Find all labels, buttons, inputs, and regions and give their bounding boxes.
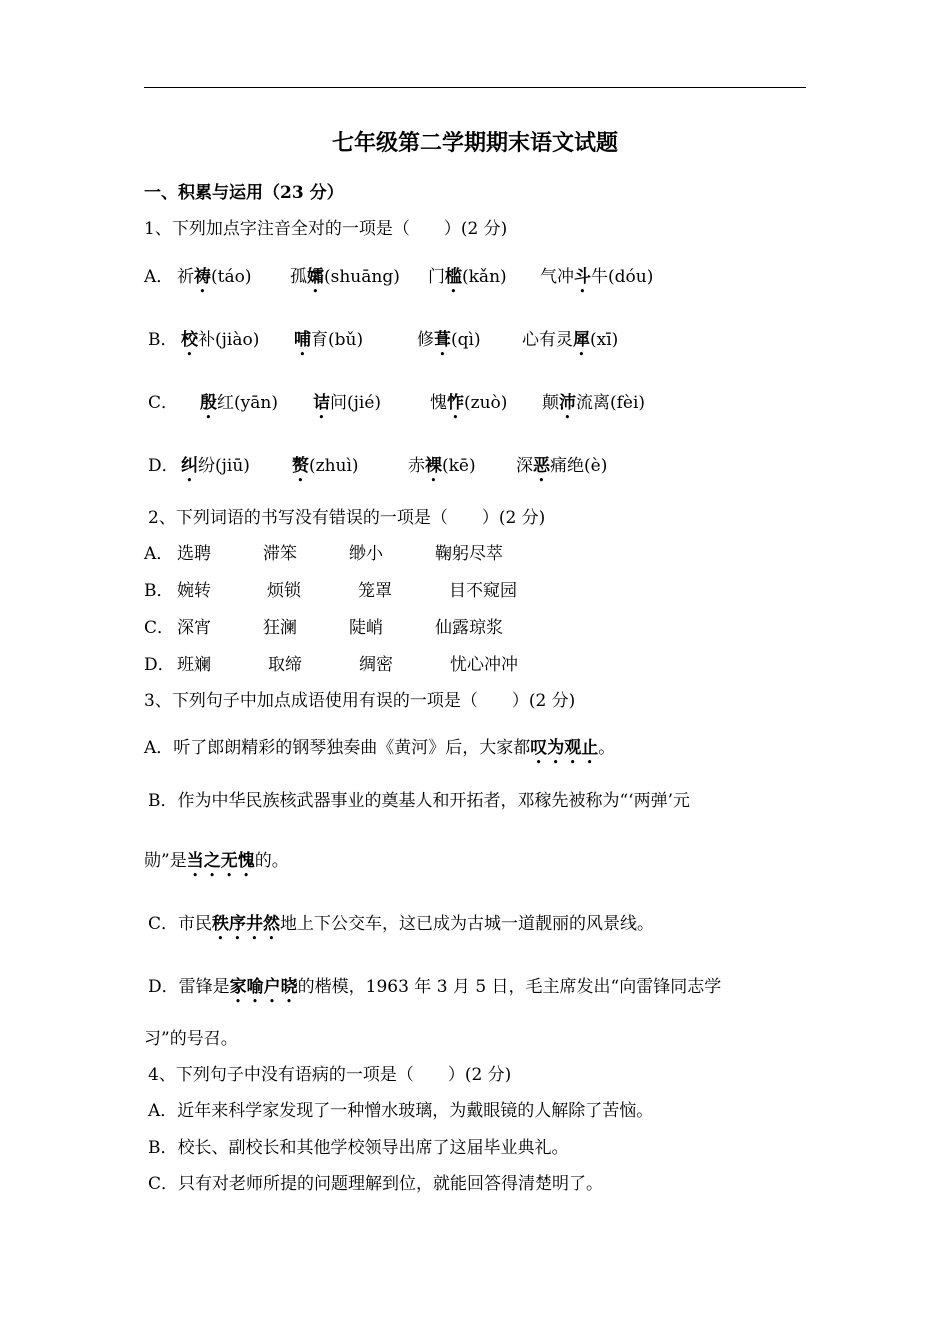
dotted-idiom: 当之无愧: [186, 851, 255, 871]
dotted-idiom: 家喻户晓: [229, 977, 298, 997]
dotted-char: 殷: [200, 393, 217, 413]
dotted-char: 孀: [307, 267, 324, 287]
dotted-char: 哺: [294, 330, 311, 350]
dotted-char: 诘: [313, 393, 330, 413]
section-heading: 一、积累与运用（23 分）: [144, 183, 344, 203]
q3-option-b-cont: 勋”是当之无愧的。: [144, 851, 289, 871]
dotted-char: 葺: [434, 330, 451, 350]
q4-option-c: C．只有对老师所提的问题理解到位，就能回答得清楚明了。: [148, 1174, 604, 1194]
q3-option-d-cont: 习”的号召。: [144, 1029, 238, 1049]
page-title: 七年级第二学期期末语文试题: [331, 130, 618, 156]
q4-stem: 4、下列句子中没有语病的一项是（ ）(2 分): [148, 1065, 512, 1085]
dotted-char: 纠: [181, 456, 198, 476]
dotted-char: 恶: [533, 456, 550, 476]
q3-stem: 3、下列句子中加点成语使用有误的一项是（ ）(2 分): [144, 691, 576, 711]
dotted-char: 裸: [425, 456, 442, 476]
dotted-char: 校: [181, 330, 198, 350]
q4-option-b: B．校长、副校长和其他学校领导出席了这届毕业典礼。: [148, 1138, 569, 1158]
q4-option-a: A．近年来科学家发现了一种憎水玻璃，为戴眼镜的人解除了苦恼。: [148, 1101, 654, 1121]
dotted-char: 祷: [194, 267, 211, 287]
q3-option-b: B．作为中华民族核武器事业的奠基人和开拓者，邓稼先被称为“‘两弹’元: [148, 791, 690, 811]
dotted-char: 槛: [445, 267, 462, 287]
q2-stem: 2、下列词语的书写没有错误的一项是（ ）(2 分): [148, 508, 546, 528]
dotted-char: 赘: [292, 456, 309, 476]
dotted-char: 斗: [574, 267, 591, 287]
q1-stem: 1、下列加点字注音全对的一项是（ ）(2 分): [144, 219, 508, 239]
dotted-idiom: 秩序井然: [212, 914, 281, 934]
q3-option-a: A．听了郎朗精彩的钢琴独奏曲《黄河》后，大家都叹为观止。: [144, 738, 616, 758]
exam-page: 七年级第二学期期末语文试题 一、积累与运用（23 分） 1、下列加点字注音全对的一项是（ ）(2 分) A． 祈祷(táo) 孤孀(shuāng) 门槛(kǎn) 气冲斗牛(dóu) B． 校补(jiào) 哺育(bǔ) 修葺(qì) 心有灵犀(xī) C． 殷红(yān) 诘问(jié) 愧怍(zuò) 颠沛流离(fèi) D． 纠纷(jiū) 赘(zhuì) 赤裸(kē) 深恶痛绝(è) 2、下列词语的书写没有错误的一项是（ ）(2 分) A． 选聘 滞笨 缈小 鞠躬尽萃 B． 婉转 烦锁 笼罩 目不窥园 C． 深宵 狂澜 陡峭 仙露琼浆 D． 班斓 取缔 绸密 忧心冲冲 3、下列句子中加点成语使用有误的一项是（ ）(2 分) A．听了郎朗精彩的钢琴独奏曲《黄河》后，大家都叹为观止。 B．作为中华民族核武器事业的奠基人和开拓者，邓稼先被称为“‘两弹’元 勋”是当之无愧的。 C．市民秩序井然地上下公交车，这已成为古城一道靓丽的风景线。 D．雷锋是家喻户晓的楷模，1963 年 3 月 5 日，毛主席发出“向雷锋同志学 习”的号召。 4、下列句子中没有语病的一项是（ ）(2 分) A．近年来科学家发现了一种憎水玻璃，为戴眼镜的人解除了苦恼。 B．校长、副校长和其他学校领导出席了这届毕业典礼。 C．只有对老师所提的问题理解到位，就能回答得清楚明了。: [0, 0, 950, 1344]
dotted-idiom: 叹为观止: [530, 738, 599, 758]
dotted-char: 怍: [447, 393, 464, 413]
dotted-char: 沛: [559, 393, 576, 413]
header-rule: [144, 87, 806, 88]
dotted-char: 犀: [573, 330, 590, 350]
q3-option-d: D．雷锋是家喻户晓的楷模，1963 年 3 月 5 日，毛主席发出“向雷锋同志学: [148, 977, 722, 997]
q3-option-c: C．市民秩序井然地上下公交车，这已成为古城一道靓丽的风景线。: [148, 914, 655, 934]
